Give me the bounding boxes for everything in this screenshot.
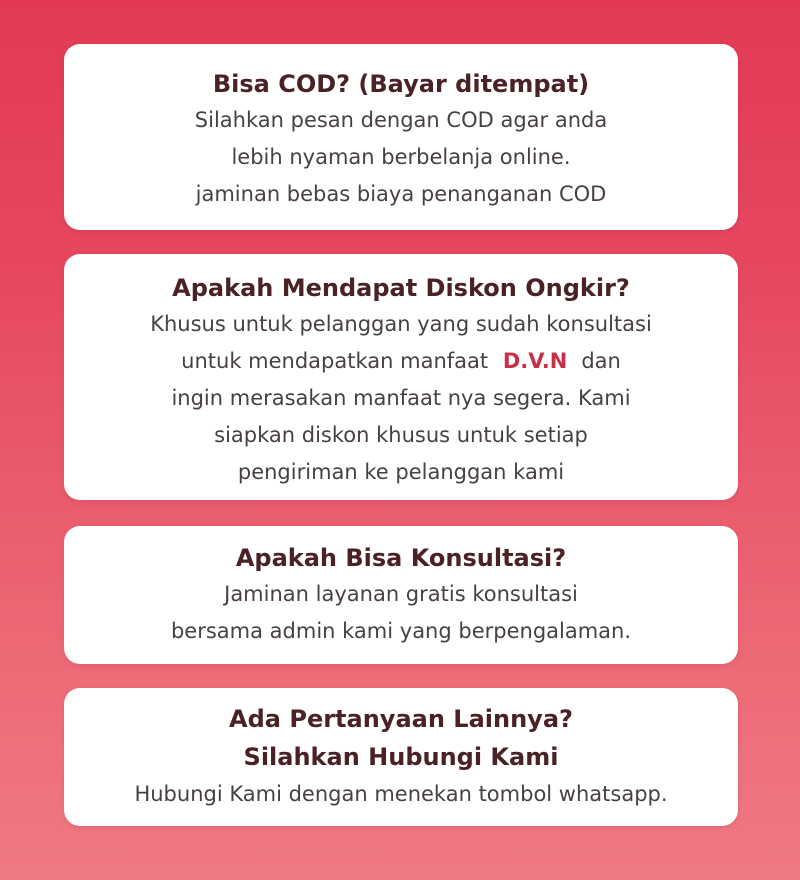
brand-name: D.V.N bbox=[502, 349, 568, 373]
faq-card-text: Jaminan layanan gratis konsultasi bbox=[224, 582, 578, 606]
faq-card-title: Apakah Bisa Konsultasi? bbox=[235, 544, 567, 572]
faq-card-title: Bisa COD? (Bayar ditempat) bbox=[212, 70, 590, 98]
faq-card-shipping-discount bbox=[64, 254, 738, 500]
faq-card-text-with-brand bbox=[64, 343, 738, 380]
faq-card-title: Ada Pertanyaan Lainnya? bbox=[229, 705, 573, 733]
faq-card-cod bbox=[64, 44, 738, 230]
faq-card-text: lebih nyaman berbelanja online. bbox=[231, 145, 571, 169]
faq-card-text: pengiriman ke pelanggan kami bbox=[237, 460, 565, 484]
faq-card-text: untuk mendapatkan manfaat bbox=[181, 349, 489, 373]
faq-card-text: Khusus untuk pelanggan yang sudah konsultasi bbox=[150, 312, 652, 336]
faq-card-text: siapkan diskon khusus untuk setiap bbox=[214, 423, 588, 447]
faq-card-title: Apakah Mendapat Diskon Ongkir? bbox=[172, 274, 630, 302]
faq-card-text: jaminan bebas biaya penanganan COD bbox=[195, 182, 607, 206]
faq-card-text: bersama admin kami yang berpengalaman. bbox=[170, 619, 632, 643]
faq-card-text: Silahkan pesan dengan COD agar anda bbox=[194, 108, 608, 132]
faq-card-text: ingin merasakan manfaat nya segera. Kami bbox=[171, 386, 631, 410]
faq-card-text: Hubungi Kami dengan menekan tombol whatsapp. bbox=[134, 782, 668, 806]
faq-card-consultation bbox=[64, 526, 738, 664]
faq-card-title: Silahkan Hubungi Kami bbox=[243, 743, 559, 771]
faq-card-text: dan bbox=[581, 349, 621, 373]
faq-card-contact bbox=[64, 688, 738, 826]
